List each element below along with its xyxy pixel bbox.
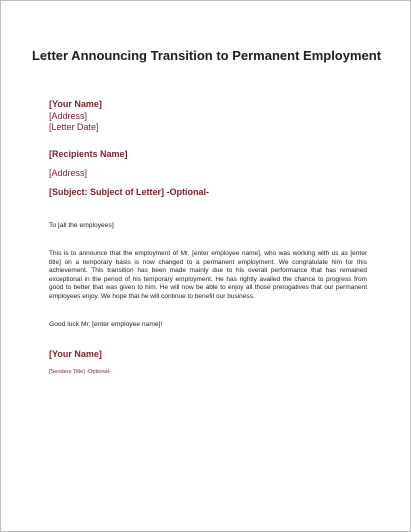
salutation: To [all the employees] — [49, 222, 114, 229]
letter-title: Letter Announcing Transition to Permanent Employment — [31, 48, 382, 63]
letter-body: This is to announce that the employment of Mr. [enter employee name], who was working with us as [enter title] on a temporary basis is now changed to a permanent employment. We congratulate him for this achievement. This transition has been made mainly due to his overall performance that has remained exceptional in the period of his temporary employment. He has rightly availed the chance to progress from good to better that was given to him. He will now be able to enjoy all those prerogatives that our permanent employees enjoy. We hope that he will continue to benefit our business. — [49, 250, 367, 300]
recipient-address: [Address] — [49, 168, 88, 178]
signature-name: [Your Name] — [49, 349, 102, 359]
sender-name: [Your Name] — [49, 99, 102, 109]
letter-date: [Letter Date] — [49, 122, 99, 132]
sender-address: [Address] — [49, 111, 88, 121]
signature-title: [Senders Title] -Optional- — [49, 369, 111, 375]
recipient-name: [Recipients Name] — [49, 149, 128, 159]
letter-subject: [Subject: Subject of Letter] -Optional- — [49, 187, 209, 197]
closing-line: Good luck Mr. [enter employee name]! — [49, 321, 163, 328]
